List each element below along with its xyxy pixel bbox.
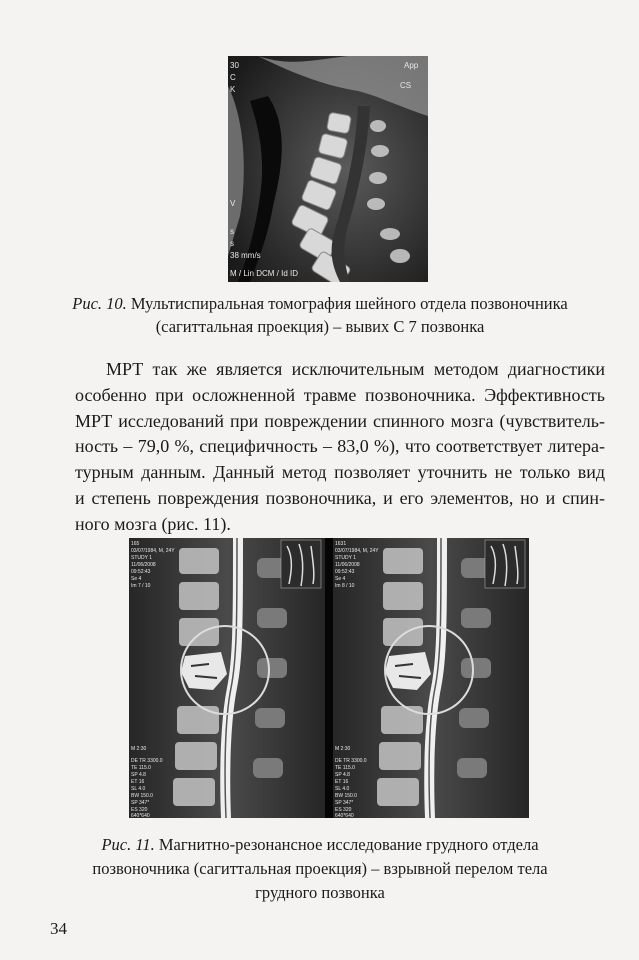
figure-10-caption-line1: Мультиспиральная томография шейного отдела позвоночника [130,294,568,313]
mri-overlay-text: SP 347* [131,800,150,806]
mri-overlay-text: 03/07/1984, M, 24Y [131,548,175,554]
ct-overlay-text: K [230,85,236,94]
body-paragraph [75,357,605,538]
ct-overlay-text: App [404,61,419,70]
figure-11-caption-line3: грудного позвонка [255,883,385,902]
mri-overlay-text: 09:52:43 [131,569,151,575]
mri-overlay-text: 640*640 [131,813,150,818]
mri-overlay-text: ES 320 [335,807,352,813]
mri-left-panel [129,538,325,818]
ct-scan-illustration [228,56,428,282]
mri-overlay-text: ES 320 [131,807,148,813]
mri-overlay-text: 09:52:43 [335,569,355,575]
mri-overlay-text: 640*640 [335,813,354,818]
mri-overlay-text: Se 4 [335,576,346,582]
mri-right-panel [333,538,529,818]
ct-overlay-text: s [230,239,234,248]
paragraph-line: ного мозга (рис. 11). [75,513,231,534]
mri-overlay-text: SP 4.8 [335,772,350,778]
mri-overlay-text: Im 8 / 10 [335,583,355,589]
ct-overlay-text: CS [400,81,412,90]
figure-11-caption [40,833,600,905]
paragraph-line: МРТ исследований при повреждении спинного мозга (чувствитель- [75,410,605,431]
mri-overlay-text: 11/06/2008 [335,562,360,568]
ct-overlay-text: s [230,227,234,236]
ct-overlay-text: С [230,73,236,82]
mri-overlay-text: Im 7 / 10 [131,583,151,589]
mri-overlay-text: BW 150.0 [131,793,153,799]
mri-overlay-text: TE 115.0 [335,765,355,771]
mri-overlay-text: 03/07/1984, M, 24Y [335,548,379,554]
figure-10-caption-line2: (сагиттальная проекция) – вывих С 7 позвонка [155,317,485,336]
mri-overlay-text: TE 115.0 [131,765,151,771]
ct-overlay-text: 38 mm/s [230,251,261,260]
figure-11-caption-line1: Магнитно-резонансное исследование грудного отдела [158,835,539,854]
mri-overlay-text: 11/06/2008 [131,562,156,568]
paragraph-line: ность – 79,0 %, специфичность – 83,0 %), что соответствует литера- [75,436,605,457]
ct-overlay-text: V [230,199,236,208]
mri-overlay-text: M 2:30 [335,746,351,752]
mri-overlay-text: 1631 [335,541,347,547]
figure-11-caption-line2: позвоночника (сагиттальная проекция) – взрывной перелом тела [92,859,548,878]
paragraph-line: особенно при осложненной травме позвоночника. Эффективность [75,384,605,405]
mri-overlay-text: DE TR 3300.0 [335,758,367,764]
mri-overlay-text: STUDY 1 [335,555,357,561]
figure-10-ct-image [228,56,428,282]
paragraph-line: МРТ так же является исключительным методом диагностики [106,359,605,379]
mri-overlay-text: Se 4 [131,576,142,582]
figure-10-label: Рис. 10. [72,294,127,313]
mri-scan-illustration [129,538,529,818]
figure-11-mri-image [129,538,529,818]
mri-overlay-text: BW 150.0 [335,793,357,799]
ct-overlay-text: M / Lin DCM / Id ID [230,269,299,278]
mri-overlay-text: DE TR 3300.0 [131,758,163,764]
paragraph-line: турным данным. Данный метод позволяет уточнить не только вид [75,462,605,483]
mri-overlay-text: ET 16 [131,779,145,785]
mri-overlay-text: SP 347* [335,800,354,806]
mri-overlay-text: ET 16 [335,779,349,785]
mri-overlay-text: STUDY 1 [131,555,153,561]
paragraph-line: и степень повреждения позвоночника, и его элементов, но и спин- [75,487,605,508]
mri-overlay-text: SL 4.0 [335,786,350,792]
mri-overlay-text: M 2:30 [131,746,147,752]
page-number: 34 [50,919,67,938]
figure-11-label: Рис. 11. [101,835,155,854]
figure-10-caption [40,292,600,338]
ct-overlay-text: 30 [230,61,239,70]
mri-overlay-text: SP 4.8 [131,772,146,778]
mri-overlay-text: SL 4.0 [131,786,146,792]
mri-overlay-text: 165 [131,541,140,547]
